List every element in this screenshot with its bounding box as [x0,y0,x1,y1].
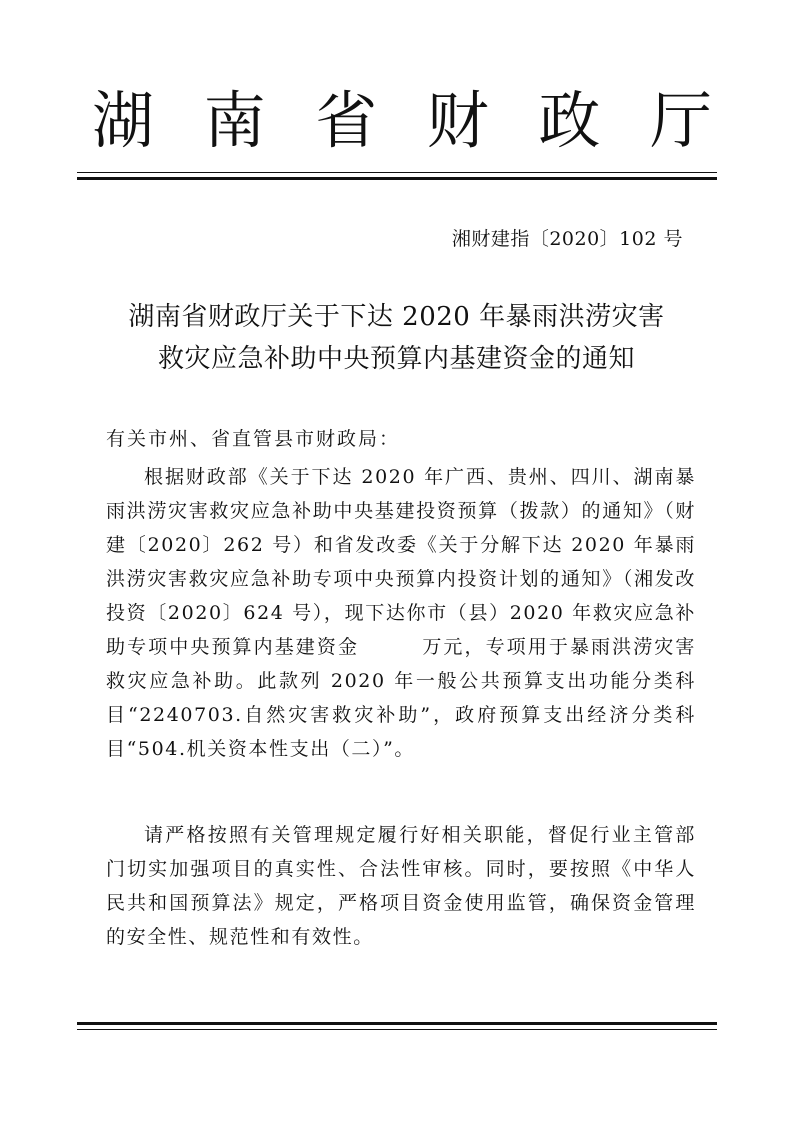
body-paragraph-1: 根据财政部《关于下达 2020 年广西、贵州、四川、湖南暴雨洪涝灾害救灾应急补助中央基建投资预算（拨款）的通知》（财建〔2020〕262 号）和省发改委《关于分解下达 2020 年暴雨洪涝灾害救灾应急补助专项中央预算内投资计划的通知》（湘发改投资〔2020〕624 号），现下达你市（县）2020 年救灾应急补助专项中央预算内基建资金 万元，专项用于暴雨洪涝灾害救灾应急补助。此款列 2020 年一般公共预算支出功能分类科目“2240703.自然灾害救灾补助”，政府预算支出经济分类科目“504.机关资本性支出（二）”。 [106,466,696,760]
issuing-organization-title [92,84,712,157]
header-divider-thin [77,172,717,173]
footer-divider-thick [77,1022,717,1025]
document-title [0,296,793,380]
document-title-line-1: 湖南省财政厅关于下达 2020 年暴雨洪涝灾害 [128,302,665,332]
document-title-line-2: 救灾应急补助中央预算内基建资金的通知 [157,344,635,374]
body-paragraph-2: 请严格按照有关管理规定履行好相关职能，督促行业主管部门切实加强项目的真实性、合法性审核。同时，要按照《中华人民共和国预算法》规定，严格项目资金使用监管，确保资金管理的安全性、规范性和有效性。 [106,824,696,948]
org-char: 政 [538,84,601,157]
org-char: 财 [426,84,489,157]
org-char: 南 [203,84,266,157]
footer-divider-thin [77,1029,717,1030]
org-char: 湖 [92,84,155,157]
salutation: 有关市州、省直管县市财政局： [106,428,401,450]
document-number: 湘财建指〔2020〕102 号 [451,228,683,250]
org-char: 省 [315,84,378,157]
org-char: 厅 [649,84,712,157]
header-divider-thick [77,177,717,180]
